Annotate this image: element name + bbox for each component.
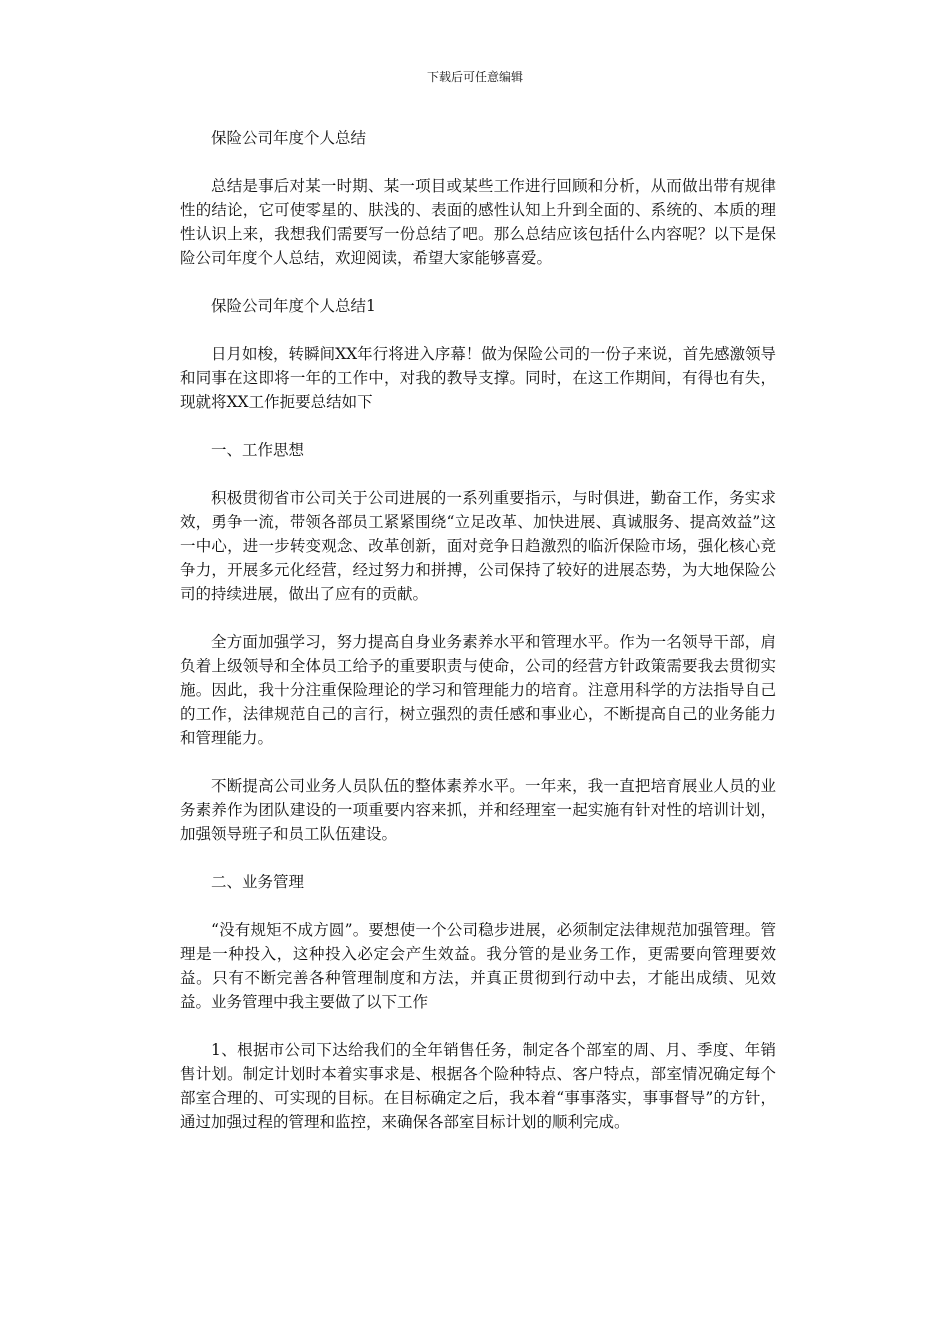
paragraph-team-quality: 不断提高公司业务人员队伍的整体素养水平。一年来，我一直把培育展业人员的业务素养作为团队建设的一项重要内容来抓，并和经理室一起实施有针对性的培训计划，加强领导班子和员工队伍建设。 (180, 777, 776, 843)
paragraph-rules: “没有规矩不成方圆”。要想使一个公司稳步进展，必须制定法律规范加强管理。管理是一种投入，这种投入必定会产生效益。我分管的是业务工作，更需要向管理要效益。只有不断完善各种管理制度和方法，并真正贯彻到行动中去，才能出成绩、见效益。业务管理中我主要做了以下工作 (180, 921, 776, 1011)
paragraph-work-thought: 积极贯彻省市公司关于公司进展的一系列重要指示，与时俱进，勤奋工作，务实求效，勇争一流，带领各部员工紧紧围绕“立足改革、加快进展、真诚服务、提高效益”这一中心，进一步转变观念、改革创新，面对竞争日趋激烈的临沂保险市场，强化核心竞争力，开展多元化经营，经过努力和拼搏，公司保持了较好的进展态势，为大地保险公司的持续进展，做出了应有的贡献。 (180, 489, 776, 603)
paragraph-learning: 全方面加强学习，努力提高自身业务素养水平和管理水平。作为一名领导干部，肩负着上级领导和全体员工给予的重要职责与使命，公司的经营方针政策需要我去贯彻实施。因此，我十分注重保险理论的学习和管理能力的培育。注意用科学的方法指导自己的工作，法律规范自己的言行，树立强烈的责任感和事业心，不断提高自己的业务能力和管理能力。 (180, 633, 776, 747)
heading-work-thought: 一、工作思想 (211, 441, 305, 459)
paragraph-opening: 日月如梭，转瞬间XX年行将进入序幕！做为保险公司的一份子来说，首先感激领导和同事在这即将一年的工作中，对我的教导支撑。同时，在这工作期间，有得也有失，现就将XX工作扼要总结如下 (180, 345, 776, 411)
heading-business-management: 二、业务管理 (211, 873, 305, 891)
section-1-title: 保险公司年度个人总结1 (211, 297, 376, 315)
document-title: 保险公司年度个人总结 (211, 129, 367, 147)
paragraph-sales-plan: 1、根据市公司下达给我们的全年销售任务，制定各个部室的周、月、季度、年销售计划。制定计划时本着实事求是、根据各个险种特点、客户特点，部室情况确定每个部室合理的、可实现的目标。在目标确定之后，我本着“事事落实，事事督导”的方针，通过加强过程的管理和监控，来确保各部室目标计划的顺利完成。 (180, 1041, 776, 1131)
intro-paragraph: 总结是事后对某一时期、某一项目或某些工作进行回顾和分析，从而做出带有规律性的结论，它可使零星的、肤浅的、表面的感性认知上升到全面的、系统的、本质的理性认识上来，我想我们需要写一份总结了吧。那么总结应该包括什么内容呢？以下是保险公司年度个人总结，欢迎阅读，希望大家能够喜爱。 (180, 177, 776, 267)
page-header-note: 下载后可任意编辑 (426, 70, 523, 84)
document-body (180, 126, 776, 1158)
